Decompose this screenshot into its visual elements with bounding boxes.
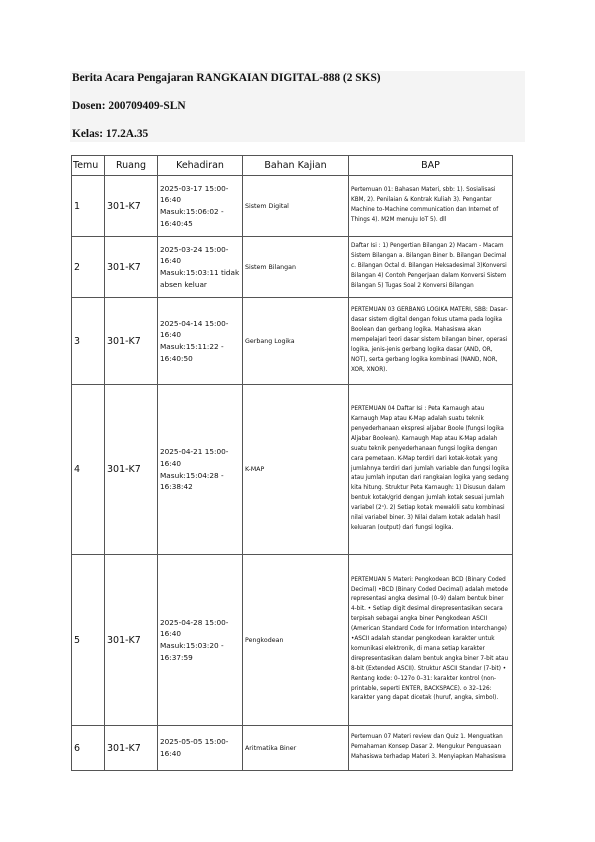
cell-bahan-kajian: Sistem Bilangan	[243, 237, 349, 298]
bap-table	[71, 155, 513, 771]
masuk-text: Masuk:15:03:20 - 16:37:59	[160, 641, 224, 662]
cell-bap: PERTEMUAN 03 GERBANG LOGIKA MATERI, SBB: Dasar-dasar sistem digital dengan fokus utama pada logika Boolean dan gerbang logika. Mahasiswa akan mempelajari teori dasar sistem bilangan biner, operasi logika, jenis-jenis gerbang logika dasar (AND, OR, NOT), serta gerbang logika kombinasi (NAND, NOR, XOR, XNOR).	[349, 298, 513, 385]
dosen-label: Dosen: 200709409-SLN	[72, 100, 186, 112]
cell-ruang: 301-K7	[105, 385, 158, 555]
table-row	[72, 726, 513, 771]
cell-ruang: 301-K7	[105, 555, 158, 726]
cell-bahan-kajian: K-MAP	[243, 385, 349, 555]
cell-kehadiran	[158, 385, 243, 555]
jadwal-text: 2025-03-24 15:00-16:40	[160, 244, 229, 266]
cell-kehadiran	[158, 555, 243, 726]
table-row	[72, 385, 513, 555]
cell-ruang: 301-K7	[105, 298, 158, 385]
masuk-text: Masuk:15:11:22 - 16:40:50	[160, 342, 224, 363]
table-row	[72, 555, 513, 726]
cell-ruang: 301-K7	[105, 237, 158, 298]
jadwal-text: 2025-03-17 15:00-16:40	[160, 183, 229, 205]
cell-bap: PERTEMUAN 04 Daftar Isi : Peta Karnaugh atau Karnaugh Map atau K-Map adalah suatu teknik penyederhanaan ekspresi aljabar Boole (fungsi logika Aljabar Boolean). Karnaugh Map atau K-Map adalah suatu teknik penyederhanaan fungsi logika dengan cara pemetaan. K-Map terdiri dari kotak-kotak yang jumlahnya terdiri dari jumlah variable dan fungsi logika atau jumlah inputan dari rangkaian logika yang sedang kita hitung. Struktur Peta Karnaugh: 1) Disusun dalam bentuk kotak/grid dengan jumlah kotak sesuai jumlah variabel (2ⁿ). 2) Setiap kotak mewakili satu kombinasi nilai variabel biner. 3) Nilai dalam kotak adalah hasil keluaran (output) dari fungsi logika.	[349, 385, 513, 555]
cell-temu: 3	[72, 298, 105, 385]
cell-temu: 6	[72, 726, 105, 771]
cell-bahan-kajian: Sistem Digital	[243, 176, 349, 237]
jadwal-text: 2025-05-05 15:00-16:40	[160, 737, 229, 758]
header-kehadiran: Kehadiran	[158, 156, 243, 176]
cell-bap: Pertemuan 07 Materi review dan Quiz 1. Menguatkan Pemahaman Konsep Dasar 2. Mengukur Penguasaan Mahasiswa terhadap Materi 3. Menyiapkan Mahasiswa	[349, 726, 513, 771]
header-temu: Temu	[72, 156, 105, 176]
masuk-text: Masuk:15:03:11 tidak absen keluar	[160, 268, 240, 289]
cell-kehadiran	[158, 237, 243, 298]
masuk-text: Masuk:15:04:28 - 16:38:42	[160, 470, 224, 492]
cell-bahan-kajian: Aritmatika Biner	[243, 726, 349, 771]
cell-ruang: 301-K7	[105, 726, 158, 771]
header-ruang: Ruang	[105, 156, 158, 176]
header-bahan-kajian: Bahan Kajian	[243, 156, 349, 176]
cell-bap: PERTEMUAN 5 Materi: Pengkodean BCD (Binary Coded Decimal) •BCD (Binary Coded Decimal) adalah metode representasi angka desimal (0–9) dalam bentuk biner 4-bit. • Setiap digit desimal direpresentasikan secara terpisah sebagai angka biner Pengkodean ASCII (American Standard Code for Information Interchange) •ASCII adalah standar pengkodean karakter untuk komunikasi elektronik, di mana setiap karakter direpresentasikan dalam bentuk angka biner 7-bit atau 8-bit (Extended ASCII). Struktur ASCII Standar (7-bit) • Rentang kode: 0–127o 0–31: karakter kontrol (non-printable, seperti ENTER, BACKSPACE). o 32–126: karakter yang dapat dicetak (huruf, angka, simbol).	[349, 555, 513, 726]
cell-bap: Pertemuan 01: Bahasan Materi, sbb: 1). Sosialisasi KBM, 2). Penilaian & Kontrak Kuliah 3). Pengantar Machine to-Machine communication dan Internet of Things 4). M2M menuju IoT 5). dll	[349, 176, 513, 237]
header-bap: BAP	[349, 156, 513, 176]
cell-temu: 5	[72, 555, 105, 726]
table-row	[72, 176, 513, 237]
table-row	[72, 237, 513, 298]
cell-temu: 4	[72, 385, 105, 555]
cell-kehadiran	[158, 726, 243, 771]
cell-bahan-kajian: Gerbang Logika	[243, 298, 349, 385]
cell-bap: Daftar Isi : 1) Pengertian Bilangan 2) Macam - Macam Sistem Bilangan a. Bilangan Biner b. Bilangan Decimal c. Bilangan Octal d. Bilangan Heksadesimal 3)Konversi Bilangan 4) Contoh Pengerjaan dalam Konversi Sistem Bilangan 5) Tugas Soal 2 Konversi Bilangan	[349, 237, 513, 298]
cell-ruang: 301-K7	[105, 176, 158, 237]
cell-temu: 2	[72, 237, 105, 298]
document-title: Berita Acara Pengajaran RANGKAIAN DIGITAL-888 (2 SKS)	[72, 72, 381, 84]
table-row	[72, 298, 513, 385]
jadwal-text: 2025-04-28 15:00-16:40	[160, 617, 229, 639]
cell-kehadiran	[158, 176, 243, 237]
cell-temu: 1	[72, 176, 105, 237]
masuk-text: Masuk:15:06:02 - 16:40:45	[160, 207, 224, 228]
table-header-row	[72, 156, 513, 176]
jadwal-text: 2025-04-14 15:00-16:40	[160, 318, 229, 340]
kelas-label: Kelas: 17.2A.35	[72, 128, 149, 140]
cell-bahan-kajian: Pengkodean	[243, 555, 349, 726]
cell-kehadiran	[158, 298, 243, 385]
jadwal-text: 2025-04-21 15:00-16:40	[160, 447, 229, 468]
